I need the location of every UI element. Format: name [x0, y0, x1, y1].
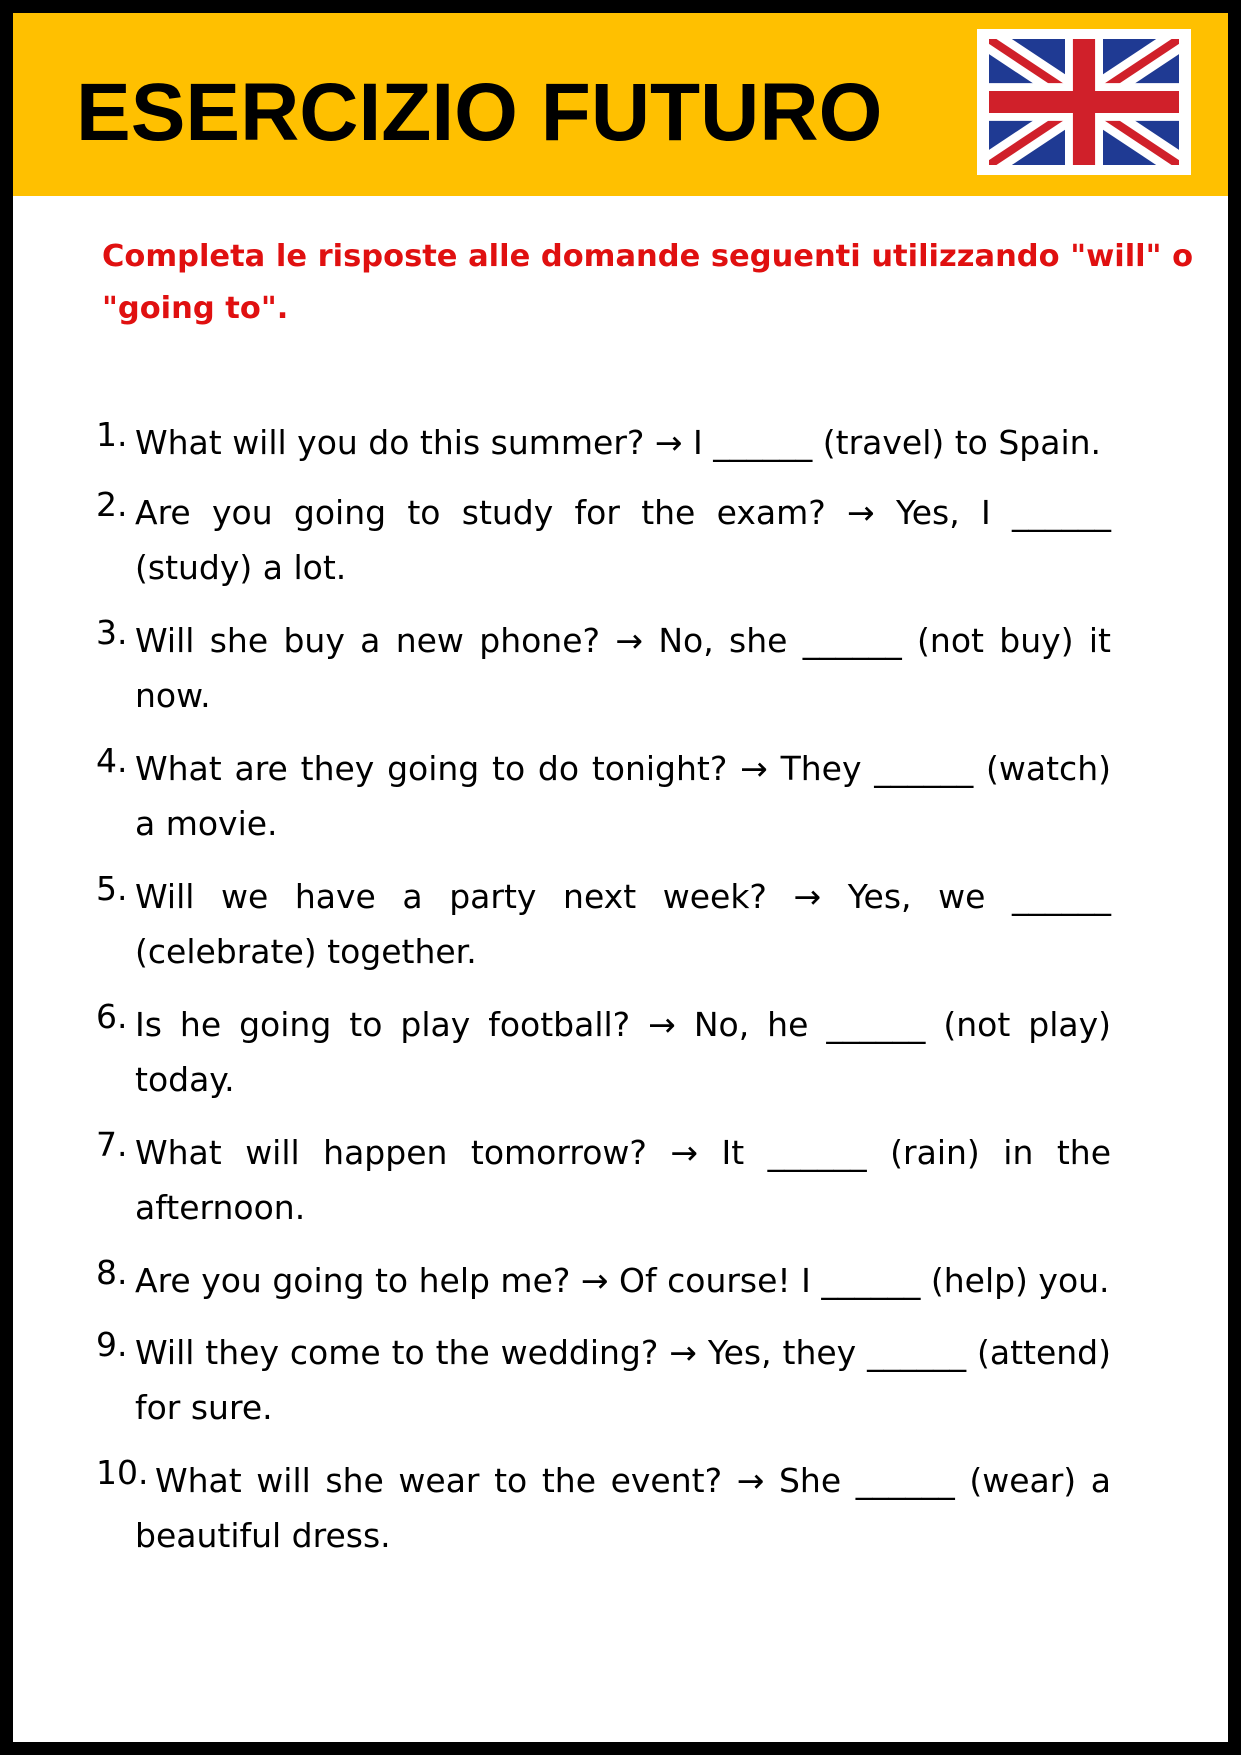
exercise-number: 6.	[96, 997, 128, 1036]
exercise-number: 5.	[96, 869, 128, 908]
exercise-item-6	[96, 997, 1111, 1107]
exercise-sentence: What will you do this summer? → I ______ (travel) to Spain.	[135, 423, 1102, 462]
exercise-item-5	[96, 869, 1111, 979]
exercise-number: 1.	[96, 415, 128, 454]
instructions-text: Completa le risposte alle domande seguenti utilizzando "will" o "going to".	[102, 239, 1194, 326]
exercise-number: 3.	[96, 613, 128, 652]
exercise-number: 4.	[96, 741, 128, 780]
exercise-item-7	[96, 1125, 1111, 1235]
exercise-sentence: What will she wear to the event? → She ______ (wear) a beautiful dress.	[135, 1461, 1111, 1555]
exercise-number: 10.	[96, 1453, 149, 1492]
exercise-item-4	[96, 741, 1111, 851]
exercise-sentence: Is he going to play football? → No, he ______ (not play) today.	[135, 1005, 1111, 1099]
exercise-sentence: What are they going to do tonight? → They ______ (watch) a movie.	[135, 749, 1111, 843]
exercise-number: 2.	[96, 485, 128, 524]
exercise-sentence: Are you going to help me? → Of course! I ______ (help) you.	[135, 1261, 1110, 1300]
exercise-item-3	[96, 613, 1111, 723]
exercise-sentence: Are you going to study for the exam? → Yes, I ______ (study) a lot.	[135, 493, 1111, 587]
exercise-number: 9.	[96, 1325, 128, 1364]
exercise-number: 8.	[96, 1253, 128, 1292]
uk-flag-icon	[977, 29, 1191, 175]
exercise-item-2	[96, 485, 1111, 595]
exercise-item-9	[96, 1325, 1111, 1435]
header-banner	[13, 13, 1228, 196]
uk-flag-graphic	[989, 39, 1179, 165]
exercise-item-1	[96, 415, 1111, 470]
exercise-item-8	[96, 1253, 1111, 1308]
exercise-number: 7.	[96, 1125, 128, 1164]
page-title: ESERCIZIO FUTURO	[76, 67, 883, 158]
exercise-sentence: Will she buy a new phone? → No, she ______ (not buy) it now.	[135, 621, 1111, 715]
exercise-item-10	[96, 1453, 1111, 1563]
exercise-sentence: Will we have a party next week? → Yes, we ______ (celebrate) together.	[135, 877, 1111, 971]
exercise-sentence: What will happen tomorrow? → It ______ (rain) in the afternoon.	[135, 1133, 1111, 1227]
exercise-sentence: Will they come to the wedding? → Yes, they ______ (attend) for sure.	[135, 1333, 1111, 1427]
